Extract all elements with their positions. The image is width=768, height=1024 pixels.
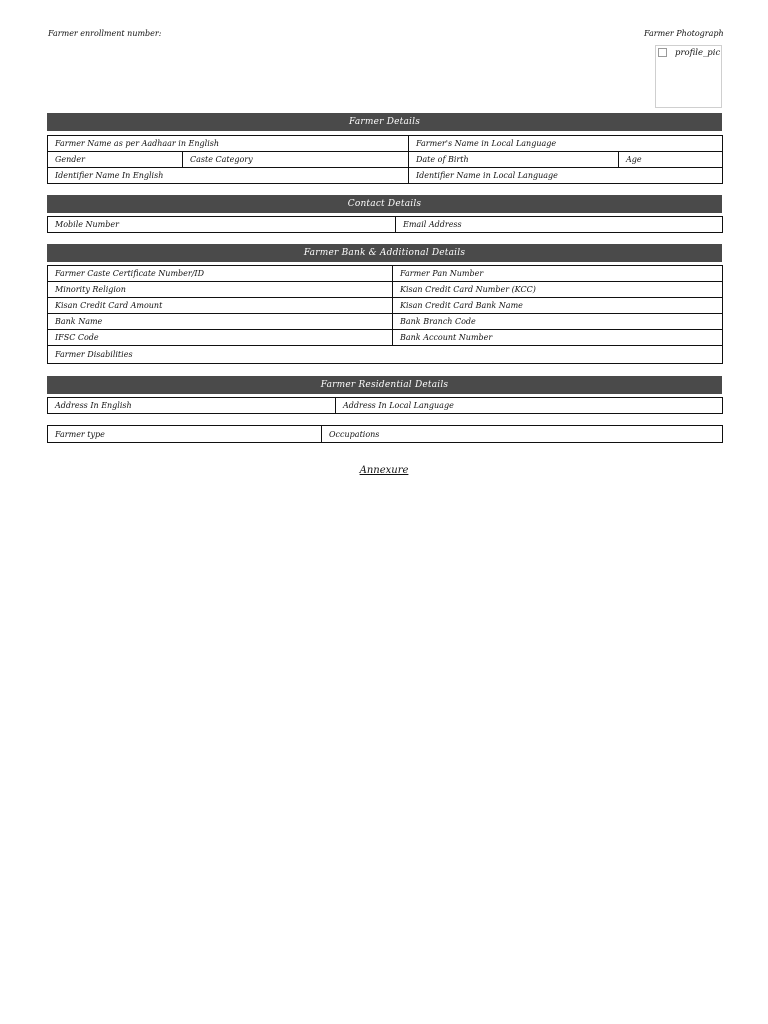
field-ifsc-code: IFSC Code xyxy=(48,330,393,346)
section-bank-details: Farmer Bank & Additional Details xyxy=(47,244,722,262)
field-caste-category: Caste Category xyxy=(183,152,409,168)
field-farmer-type: Farmer type xyxy=(48,426,322,443)
field-name-local: Farmer's Name in Local Language xyxy=(409,136,723,152)
section-farmer-details: Farmer Details xyxy=(47,113,722,131)
farmer-type-table xyxy=(47,425,723,443)
field-date-of-birth: Date of Birth xyxy=(409,152,619,168)
field-disabilities: Farmer Disabilities xyxy=(48,346,723,364)
field-gender: Gender xyxy=(48,152,183,168)
table-row xyxy=(48,398,723,414)
field-caste-certificate: Farmer Caste Certificate Number/ID xyxy=(48,266,393,282)
annexure-heading: Annexure xyxy=(359,465,409,476)
table-row xyxy=(48,314,723,330)
table-row xyxy=(48,152,723,168)
field-bank-branch-code: Bank Branch Code xyxy=(393,314,723,330)
contact-details-table xyxy=(47,216,723,233)
field-bank-account-number: Bank Account Number xyxy=(393,330,723,346)
field-identifier-local: Identifier Name in Local Language xyxy=(409,168,723,184)
table-row xyxy=(48,330,723,346)
table-row xyxy=(48,346,723,364)
table-row xyxy=(48,217,723,233)
farmer-photo xyxy=(655,45,722,108)
bank-details-table xyxy=(47,265,723,364)
field-address-english: Address In English xyxy=(48,398,336,414)
field-kcc-bank-name: Kisan Credit Card Bank Name xyxy=(393,298,723,314)
section-residential-details: Farmer Residential Details xyxy=(47,376,722,394)
field-name-english: Farmer Name as per Aadhaar in English xyxy=(48,136,409,152)
field-age: Age xyxy=(619,152,723,168)
field-occupations: Occupations xyxy=(322,426,723,443)
field-minority-religion: Minority Religion xyxy=(48,282,393,298)
broken-image-icon xyxy=(658,48,667,57)
table-row xyxy=(48,282,723,298)
field-pan-number: Farmer Pan Number xyxy=(393,266,723,282)
section-contact-details: Contact Details xyxy=(47,195,722,213)
table-row xyxy=(48,136,723,152)
table-row xyxy=(48,168,723,184)
enrollment-number-label: Farmer enrollment number: xyxy=(48,29,162,38)
field-identifier-english: Identifier Name In English xyxy=(48,168,409,184)
field-kcc-amount: Kisan Credit Card Amount xyxy=(48,298,393,314)
table-row xyxy=(48,426,723,443)
field-email-address: Email Address xyxy=(396,217,723,233)
field-address-local: Address In Local Language xyxy=(336,398,723,414)
farmer-details-table xyxy=(47,135,723,184)
field-kcc-number: Kisan Credit Card Number (KCC) xyxy=(393,282,723,298)
field-bank-name: Bank Name xyxy=(48,314,393,330)
field-mobile-number: Mobile Number xyxy=(48,217,396,233)
residential-details-table xyxy=(47,397,723,414)
table-row xyxy=(48,266,723,282)
table-row xyxy=(48,298,723,314)
photo-label: Farmer Photograph xyxy=(644,29,724,38)
photo-alt-text: profile_pic xyxy=(675,48,721,58)
